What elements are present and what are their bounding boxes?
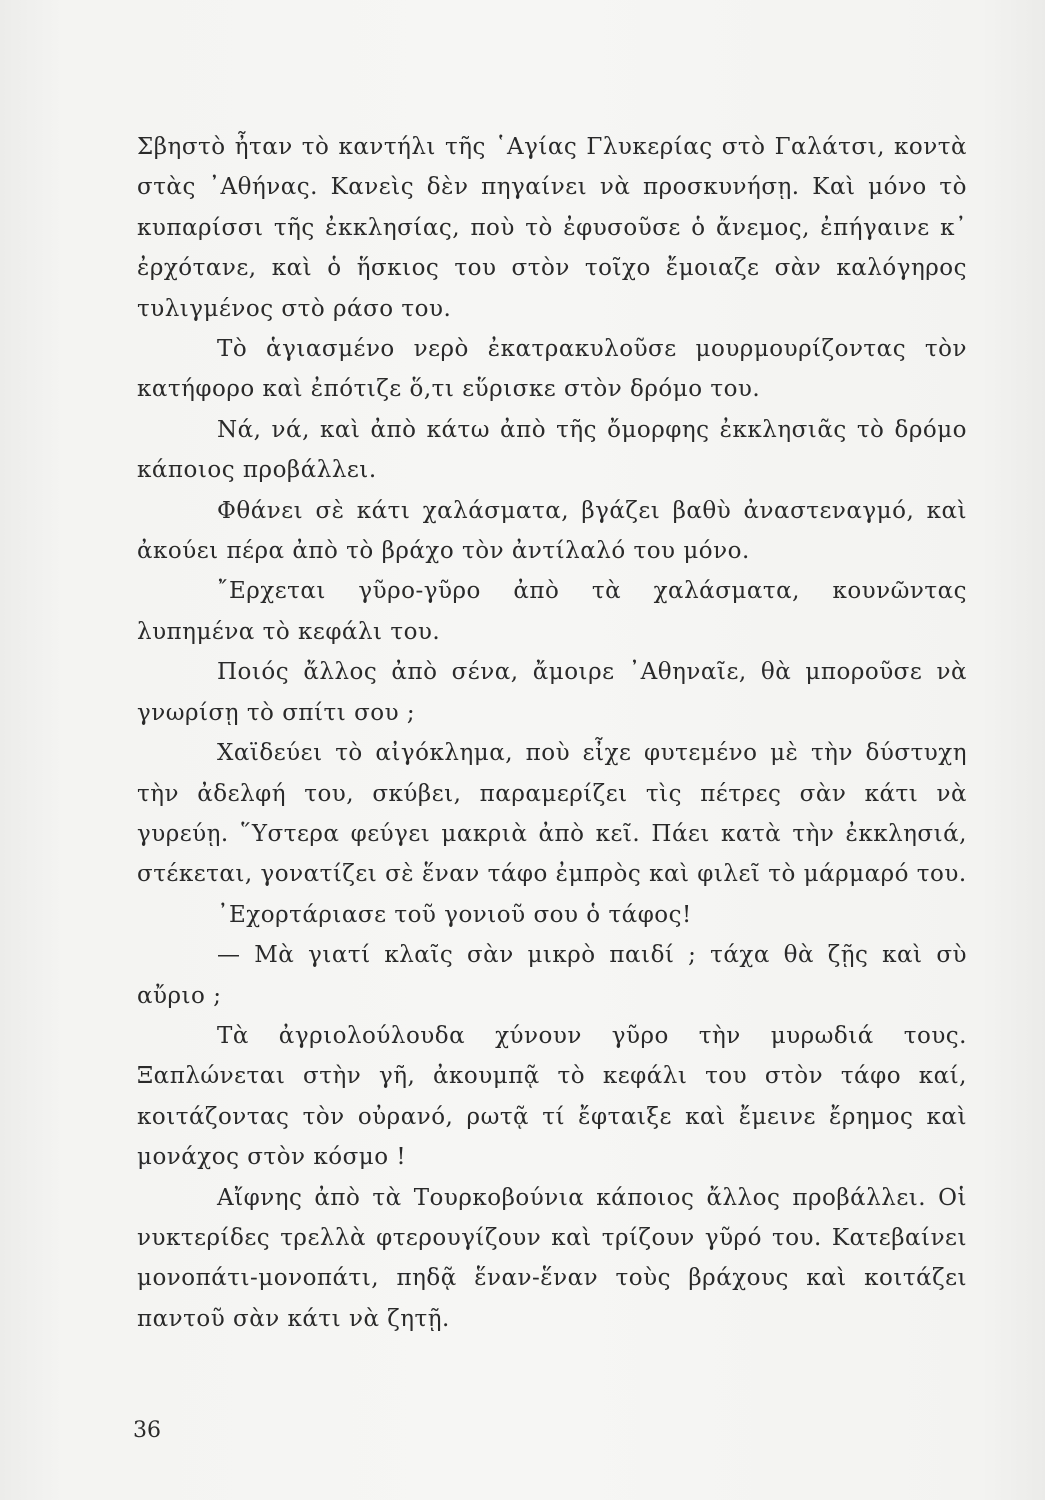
- paragraph-8: ᾿Εχορτάριασε τοῦ γονιοῦ σου ὁ τάφος!: [217, 901, 692, 928]
- paragraph-9: — Μὰ γιατί κλαῖς σὰν μικρὸ παιδί ; τάχα θὰ ζῇς καὶ σὺ αὔριο ;: [137, 942, 967, 1009]
- page-number: 36: [133, 1418, 161, 1443]
- paragraph-5: ῎Ερχεται γῦρο-γῦρο ἀπὸ τὰ χαλάσματα, κουνῶντας λυπημένα τὸ κεφάλι του.: [137, 578, 967, 645]
- paragraph-4: Φθάνει σὲ κάτι χαλάσματα, βγάζει βαθὺ ἀναστεναγμό, καὶ ἀκούει πέρα ἀπὸ τὸ βράχο τὸν ἀντίλαλό του μόνο.: [137, 497, 967, 565]
- paragraph-7: Χαϊδεύει τὸ αἰγόκλημα, ποὺ εἶχε φυτεμένο μὲ τὴν δύστυχη τὴν ἀδελφή του, σκύβει, παραμερίζει τὶς πέτρες σὰν κάτι νὰ γυρεύῃ. ῞Υστερα φεύγει μακριὰ ἀπὸ κεῖ. Πάει κατὰ τὴν ἐκκλησιά, στέκεται, γονατίζει σὲ ἕναν τάφο ἐμπρὸς καὶ φιλεῖ τὸ μάρμαρό του.: [137, 740, 967, 888]
- paragraph-2: Τὸ ἁγιασμένο νερὸ ἐκατρακυλοῦσε μουρμουρίζοντας τὸν κατήφορο καὶ ἐπότιζε ὅ,τι εὕρισκε στὸν δρόμο του.: [137, 336, 967, 403]
- paragraph-3: Νά, νά, καὶ ἀπὸ κάτω ἀπὸ τῆς ὄμορφης ἐκκλησιᾶς τὸ δρόμο κάποιος προβάλλει.: [137, 416, 967, 484]
- paragraph-11: Αἴφνης ἀπὸ τὰ Τουρκοβούνια κάποιος ἄλλος προβάλλει. Οἱ νυκτερίδες τρελλὰ φτερουγίζουν καὶ τρίζουν γῦρό του. Κατεβαίνει μονοπάτι-μονοπάτι, πηδᾷ ἕναν-ἕναν τοὺς βράχους καὶ κοιτάζει παντοῦ σὰν κάτι νὰ ζητῇ.: [137, 1184, 967, 1332]
- page-body-text: [137, 127, 967, 1339]
- paragraph-6: Ποιός ἄλλος ἀπὸ σένα, ἄμοιρε ᾿Αθηναῖε, θὰ μποροῦσε νὰ γνωρίσῃ τὸ σπίτι σου ;: [137, 659, 967, 726]
- paragraph-10: Τὰ ἀγριολούλουδα χύνουν γῦρο τὴν μυρωδιά τους. Ξαπλώνεται στὴν γῆ, ἀκουμπᾷ τὸ κεφάλι του στὸν τάφο καί, κοιτάζοντας τὸν οὐρανό, ρωτᾷ τί ἔφταιξε καὶ ἔμεινε ἔρημος καὶ μονάχος στὸν κόσμο !: [137, 1022, 967, 1171]
- paragraph-1: Σβηστὸ ἦταν τὸ καντήλι τῆς ῾Αγίας Γλυκερίας στὸ Γαλάτσι, κοντὰ στὰς ᾿Αθήνας. Κανεὶς δὲν πηγαίνει νὰ προσκυνήσῃ. Καὶ μόνο τὸ κυπαρίσσι τῆς ἐκκλησίας, ποὺ τὸ ἐφυσοῦσε ὁ ἄνεμος, ἐπήγαινε κ᾿ ἐρχότανε, καὶ ὁ ἥσκιος του στὸν τοῖχο ἔμοιαζε σὰν καλόγηρος τυλιγμένος στὸ ράσο του.: [137, 134, 967, 322]
